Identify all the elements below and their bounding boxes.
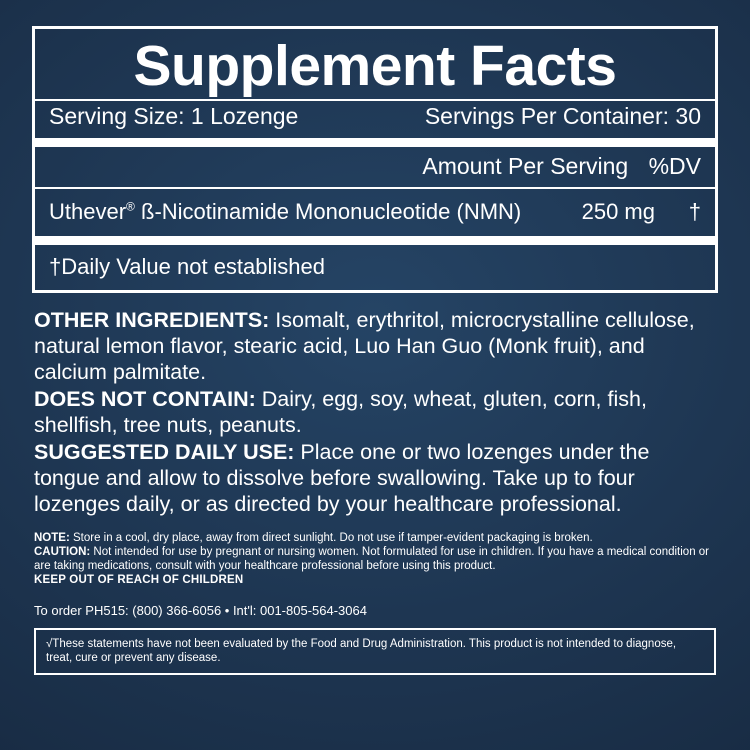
note-text: Store in a cool, dry place, away from direct sunlight. Do not use if tamper-evident packaging is broken. bbox=[69, 532, 593, 544]
supplement-facts-panel bbox=[32, 26, 718, 293]
caution-paragraph bbox=[34, 545, 716, 573]
divider-thick-upper bbox=[35, 138, 715, 147]
amount-per-serving-row bbox=[35, 147, 715, 187]
ingredient-amount: 250 mg bbox=[581, 199, 655, 224]
order-contact-line: To order PH515: (800) 366-6056 • Int'l: 001-805-564-3064 bbox=[34, 603, 367, 618]
suggested-use-text: Place one or two lozenges under the tongue and allow to dissolve before swallowing. Take up to four lozenges daily, or as directed by your healthcare professional. bbox=[34, 440, 650, 516]
keep-out-of-reach-text: KEEP OUT OF REACH OF CHILDREN bbox=[34, 574, 244, 586]
other-ingredients-text: Isomalt, erythritol, microcrystalline cellulose, natural lemon flavor, stearic acid, Luo Han Guo (Monk fruit), and calcium palmitate. bbox=[34, 308, 695, 384]
suggested-use-paragraph bbox=[34, 439, 716, 517]
daily-value-footnote: †Daily Value not established bbox=[49, 254, 325, 279]
ingredient-dv: † bbox=[688, 199, 701, 224]
does-not-contain-heading: DOES NOT CONTAIN: bbox=[34, 387, 256, 411]
does-not-contain-paragraph bbox=[34, 386, 716, 438]
registered-trademark-icon: ® bbox=[126, 199, 135, 214]
does-not-contain-text: Dairy, egg, soy, wheat, gluten, corn, fish, shellfish, tree nuts, peanuts. bbox=[34, 387, 647, 437]
fda-disclaimer-box: √These statements have not been evaluated by the Food and Drug Administration. This product is not intended to diagnose, treat, cure or prevent any disease. bbox=[34, 628, 716, 675]
divider-thick-lower bbox=[35, 236, 715, 245]
note-heading: NOTE: bbox=[34, 532, 70, 544]
note-paragraph bbox=[34, 531, 716, 545]
ingredient-brand: Uthever bbox=[49, 199, 127, 224]
caution-text: Not intended for use by pregnant or nursing women. Not formulated for use in children. If you have a medical condition or are taking medications, consult with your healthcare professional before using this product. bbox=[34, 546, 710, 572]
caution-heading: CAUTION: bbox=[34, 546, 91, 558]
page-title: Supplement Facts bbox=[133, 34, 617, 98]
ingredient-chemical-name: ß-Nicotinamide Mononucleotide (NMN) bbox=[134, 199, 522, 224]
ingredient-name bbox=[49, 199, 572, 225]
percent-dv-label: %DV bbox=[648, 153, 701, 179]
serving-size-text: Serving Size: 1 Lozenge bbox=[49, 103, 299, 129]
servings-per-container-text: Servings Per Container: 30 bbox=[424, 103, 701, 129]
other-ingredients-paragraph bbox=[34, 307, 716, 385]
fineprint-block bbox=[34, 531, 716, 587]
suggested-use-heading: SUGGESTED DAILY USE: bbox=[34, 440, 295, 464]
other-ingredients-heading: OTHER INGREDIENTS: bbox=[34, 308, 270, 332]
body-copy bbox=[34, 307, 716, 517]
table-row bbox=[35, 189, 715, 236]
serving-info-row bbox=[35, 101, 715, 138]
amount-per-serving-label: Amount Per Serving bbox=[422, 153, 629, 179]
